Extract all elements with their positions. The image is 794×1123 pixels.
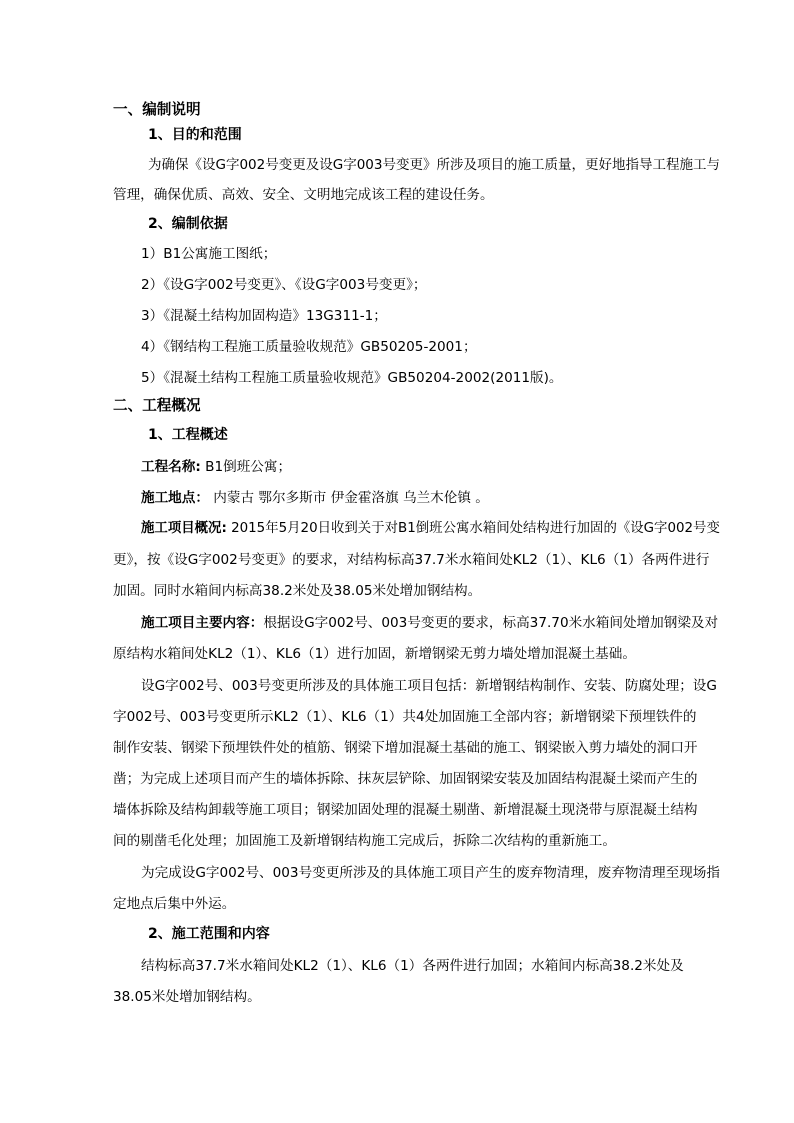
- basis-list-item: 1）B1公寓施工图纸；: [141, 246, 277, 262]
- subsection-scope-heading: 2、施工范围和内容: [148, 926, 270, 942]
- project-name-line: [141, 458, 291, 476]
- scope-paragraph-line: 38.05米处增加钢结构。: [113, 989, 261, 1005]
- main-content-line: 原结构水箱间处KL2（1）、KL6（1）进行加固，新增钢梁无剪力墙处增加混凝土基础。: [113, 646, 636, 662]
- subsection-overview-heading: 1、工程概述: [148, 427, 228, 443]
- subsection-purpose-heading: 1、目的和范围: [148, 127, 242, 143]
- basis-list-item: 4）《钢结构工程施工质量验收规范》GB50205-2001；: [141, 339, 477, 355]
- purpose-paragraph-line: 管理，确保优质、高效、安全、文明地完成该工程的建设任务。: [113, 187, 494, 203]
- section-1-heading: 一、编制说明: [113, 101, 201, 118]
- main-content-label: 施工项目主要内容：: [141, 615, 264, 631]
- waste-paragraph-line: 定地点后集中外运。: [113, 896, 236, 912]
- detail-paragraph-line: 制作安装、钢梁下预埋铁件处的植筋、钢梁下增加混凝土基础的施工、钢梁嵌入剪力墙处的洞口开: [113, 740, 698, 756]
- main-content-line: [141, 614, 718, 632]
- overview-line: 更》，按《设G字002号变更》的要求，对结构标高37.7米水箱间处KL2（1）、KL6（1）各两件进行: [113, 552, 710, 568]
- project-name-value: B1倒班公寓；: [200, 459, 292, 475]
- basis-list-item: 3）《混凝土结构加固构造》13G311-1；: [141, 308, 387, 324]
- detail-paragraph-line: 凿；为完成上述项目而产生的墙体拆除、抹灰层铲除、加固钢梁安装及加固结构混凝土梁而产生的: [113, 771, 698, 787]
- waste-paragraph-line: 为完成设G字002号、003号变更所涉及的具体施工项目产生的废弃物清理，废弃物清理至现场指: [141, 865, 720, 881]
- overview-line: 加固。同时水箱间内标高38.2米处及38.05米处增加钢结构。: [113, 583, 482, 599]
- detail-paragraph-line: 墙体拆除及结构卸载等施工项目；钢梁加固处理的混凝土剔凿、新增混凝土现浇带与原混凝土结构: [113, 802, 698, 818]
- subsection-basis-heading: 2、编制依据: [148, 216, 228, 232]
- detail-paragraph-line: 间的剔凿毛化处理；加固施工及新增钢结构施工完成后，拆除二次结构的重新施工。: [113, 833, 616, 849]
- overview-label: 施工项目概况:: [141, 521, 227, 536]
- project-name-label: 工程名称:: [141, 459, 201, 475]
- basis-list-item: 2）《设G字002号变更》、《设G字003号变更》；: [141, 277, 427, 293]
- overview-text: 2015年5月20日收到关于对B1倒班公寓水箱间处结构进行加固的《设G字002号变: [226, 521, 720, 536]
- location-line: [141, 489, 489, 507]
- main-content-text: 根据设G字002号、003号变更的要求，标高37.70米水箱间处增加钢梁及对: [263, 615, 719, 631]
- location-value: 内蒙古 鄂尔多斯市 伊金霍洛旗 乌兰木伦镇 。: [208, 490, 489, 506]
- scope-paragraph-line: 结构标高37.7米水箱间处KL2（1）、KL6（1）各两件进行加固；水箱间内标高38.2米处及: [141, 958, 684, 974]
- detail-paragraph-line: 设G字002号、003号变更所涉及的具体施工项目包括：新增钢结构制作、安装、防腐处理；设G: [141, 678, 717, 694]
- purpose-paragraph-line: 为确保《设G字002号变更及设G字003号变更》所涉及项目的施工质量，更好地指导工程施工与: [148, 157, 720, 173]
- basis-list-item: 5）《混凝土结构工程施工质量验收规范》GB50204-2002(2011版)。: [141, 370, 563, 386]
- overview-line: [141, 520, 720, 538]
- section-2-heading: 二、工程概况: [113, 397, 201, 414]
- location-label: 施工地点：: [141, 490, 209, 506]
- detail-paragraph-line: 字002号、003号变更所示KL2（1）、KL6（1）共4处加固施工全部内容；新增钢梁下预埋铁件的: [113, 709, 697, 725]
